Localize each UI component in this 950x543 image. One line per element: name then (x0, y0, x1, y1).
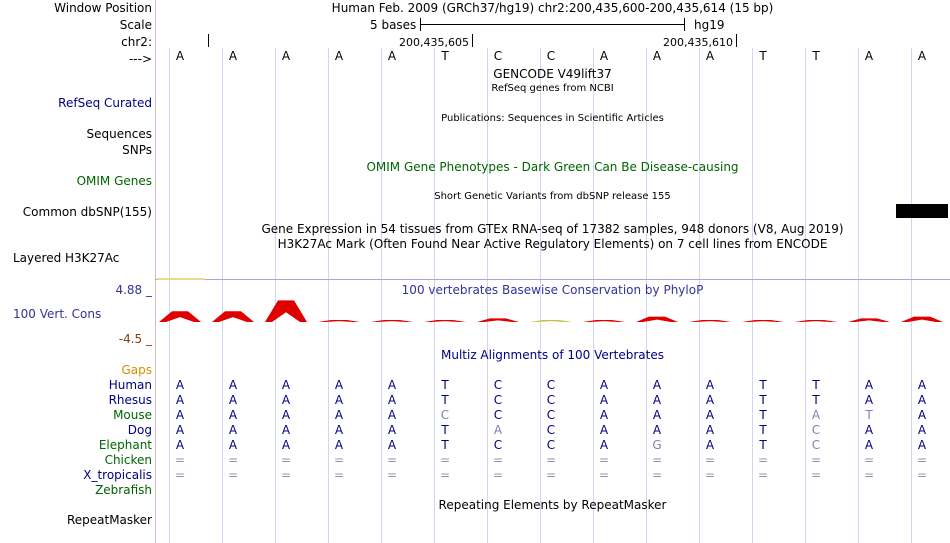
gtex-track-title[interactable]: Gene Expression in 54 tissues from GTEx RNA-seq of 17382 samples, 948 donors (V8, Aug 2019) (261, 222, 844, 236)
omim-genes-label[interactable]: OMIM Genes (76, 174, 152, 188)
alignment-base: A (228, 393, 238, 407)
multiz-track-title[interactable]: Multiz Alignments of 100 Vertebrates (440, 348, 665, 362)
alignment-base: A (175, 393, 185, 407)
alignment-base: A (652, 393, 662, 407)
alignment-base: A (917, 378, 927, 392)
ruler-pos-2: 200,435,610 (663, 36, 733, 49)
base-13: T (812, 49, 820, 63)
alignment-base: A (228, 423, 238, 437)
alignment-base: C (811, 423, 821, 437)
alignment-base: A (811, 408, 821, 422)
gencode-track-title[interactable]: GENCODE V49lift37 (493, 67, 612, 81)
alignment-base: T (759, 393, 767, 407)
alignment-base: = (386, 468, 398, 482)
species-label-human[interactable]: Human (108, 378, 152, 392)
alignment-base: T (441, 423, 449, 437)
alignment-base: A (228, 438, 238, 452)
base-6: T (441, 49, 449, 63)
alignment-base: A (599, 393, 609, 407)
alignment-base: A (917, 393, 927, 407)
common-dbsnp-label[interactable]: Common dbSNP(155) (22, 205, 152, 219)
alignment-base: A (175, 438, 185, 452)
base-10: A (652, 49, 662, 63)
species-label-elephant[interactable]: Elephant (98, 438, 152, 452)
alignment-base: = (439, 468, 451, 482)
alignment-base: C (546, 393, 556, 407)
alignment-base: = (757, 468, 769, 482)
alignment-base: = (916, 468, 928, 482)
alignment-base: = (863, 468, 875, 482)
refseq-track-title[interactable]: RefSeq genes from NCBI (491, 83, 614, 94)
strand-label[interactable]: ---> (128, 52, 152, 66)
scale-label: Scale (119, 18, 152, 32)
alignment-base: A (387, 393, 397, 407)
alignment-base: = (333, 468, 345, 482)
species-label-dog[interactable]: Dog (127, 423, 152, 437)
alignment-base: A (705, 393, 715, 407)
alignment-base: A (334, 408, 344, 422)
alignment-base: A (387, 408, 397, 422)
alignment-base: T (812, 393, 820, 407)
alignment-base: A (705, 438, 715, 452)
alignment-base: A (387, 438, 397, 452)
alignment-base: A (334, 393, 344, 407)
base-1: A (175, 49, 185, 63)
alignment-base: A (493, 423, 503, 437)
species-label-x_tropicalis[interactable]: X_tropicalis (83, 468, 152, 482)
alignment-base: C (546, 423, 556, 437)
alignment-base: G (652, 438, 662, 452)
alignment-base: T (865, 408, 873, 422)
alignment-base: A (599, 423, 609, 437)
alignment-base: C (440, 408, 450, 422)
species-label-mouse[interactable]: Mouse (113, 408, 152, 422)
base-11: A (705, 49, 715, 63)
alignment-base: A (864, 438, 874, 452)
alignment-base: C (546, 378, 556, 392)
alignment-base: A (705, 408, 715, 422)
alignment-base: A (599, 408, 609, 422)
alignment-base: C (546, 438, 556, 452)
alignment-base: C (493, 378, 503, 392)
alignment-base: A (281, 423, 291, 437)
chrom-label: chr2: (121, 35, 152, 49)
alignment-base: A (281, 438, 291, 452)
alignment-base: A (917, 408, 927, 422)
conservation-max-label: 4.88 _ (115, 283, 152, 297)
alignment-base: = (651, 468, 663, 482)
base-2: A (228, 49, 238, 63)
alignment-base: A (705, 423, 715, 437)
base-8: C (546, 49, 556, 63)
alignment-base: = (545, 468, 557, 482)
omim-track-title[interactable]: OMIM Gene Phenotypes - Dark Green Can Be Disease-causing (366, 160, 739, 174)
alignment-base: A (917, 438, 927, 452)
alignment-base: T (441, 393, 449, 407)
assembly-label: hg19 (694, 18, 725, 32)
alignment-base: = (227, 468, 239, 482)
species-label-rhesus[interactable]: Rhesus (108, 393, 152, 407)
vert-cons-label[interactable]: 100 Vert. Cons (13, 307, 102, 321)
alignment-base: A (334, 438, 344, 452)
alignment-base: T (812, 378, 820, 392)
base-14: A (864, 49, 874, 63)
snps-label[interactable]: SNPs (122, 143, 152, 157)
alignment-base: = (174, 468, 186, 482)
base-7: C (493, 49, 503, 63)
ruler-pos-1: 200,435,605 (399, 36, 469, 49)
alignment-base: T (759, 423, 767, 437)
alignment-base: A (334, 378, 344, 392)
alignment-base: A (387, 423, 397, 437)
alignment-base: = (227, 453, 239, 467)
alignment-base: A (705, 378, 715, 392)
alignment-base: C (493, 393, 503, 407)
alignment-base: C (493, 438, 503, 452)
dbsnp-track-title[interactable]: Short Genetic Variants from dbSNP release 155 (434, 191, 671, 202)
alignment-base: = (810, 453, 822, 467)
alignment-base: = (810, 468, 822, 482)
alignment-base: A (281, 408, 291, 422)
alignment-base: C (811, 438, 821, 452)
species-label-chicken[interactable]: Chicken (104, 453, 152, 467)
alignment-base: A (334, 423, 344, 437)
alignment-base: = (863, 453, 875, 467)
alignment-base: = (704, 453, 716, 467)
alignment-base: = (598, 468, 610, 482)
alignment-base: = (598, 453, 610, 467)
conservation-min-label: -4.5 _ (118, 332, 152, 346)
base-9: A (599, 49, 609, 63)
gaps-label[interactable]: Gaps (121, 363, 152, 377)
sequences-label[interactable]: Sequences (86, 127, 152, 141)
window-position-label: Window Position (54, 1, 152, 15)
base-12: T (759, 49, 767, 63)
base-3: A (281, 49, 291, 63)
alignment-base: = (492, 453, 504, 467)
publications-track-title[interactable]: Publications: Sequences in Scientific Articles (441, 113, 664, 124)
refseq-curated-label[interactable]: RefSeq Curated (58, 96, 152, 110)
alignment-base: A (864, 378, 874, 392)
alignment-base: A (599, 438, 609, 452)
alignment-base: A (387, 378, 397, 392)
alignment-base: A (864, 423, 874, 437)
base-5: A (387, 49, 397, 63)
layered-h3k27ac-label[interactable]: Layered H3K27Ac (13, 251, 120, 265)
alignment-base: A (175, 423, 185, 437)
alignment-base: A (175, 408, 185, 422)
base-4: A (334, 49, 344, 63)
scale-text: 5 bases (370, 18, 417, 32)
position-title: Human Feb. 2009 (GRCh37/hg19) chr2:200,435,600-200,435,614 (15 bp) (331, 1, 774, 15)
alignment-base: A (652, 423, 662, 437)
alignment-base: A (652, 378, 662, 392)
alignment-base: = (386, 453, 398, 467)
alignment-base: A (599, 378, 609, 392)
alignment-base: C (546, 408, 556, 422)
alignment-base: A (864, 393, 874, 407)
base-15: A (917, 49, 927, 63)
alignment-base: = (757, 453, 769, 467)
alignment-base: T (759, 378, 767, 392)
alignment-base: T (759, 408, 767, 422)
alignment-base: = (916, 453, 928, 467)
conservation-track-title[interactable]: 100 vertebrates Basewise Conservation by PhyloP (401, 283, 704, 297)
alignment-base: A (175, 378, 185, 392)
alignment-base: = (280, 468, 292, 482)
alignment-base: = (651, 453, 663, 467)
alignment-base: T (441, 438, 449, 452)
alignment-base: = (280, 453, 292, 467)
alignment-base: = (492, 468, 504, 482)
alignment-base: = (704, 468, 716, 482)
alignment-base: = (333, 453, 345, 467)
alignment-base: A (228, 408, 238, 422)
alignment-base: = (174, 453, 186, 467)
repeatmasker-label[interactable]: RepeatMasker (66, 513, 152, 527)
alignment-base: T (441, 378, 449, 392)
repeatmasker-track-title[interactable]: Repeating Elements by RepeatMasker (438, 498, 667, 512)
alignment-base: A (281, 378, 291, 392)
alignment-base: A (652, 408, 662, 422)
h3k27ac-track-title[interactable]: H3K27Ac Mark (Often Found Near Active Regulatory Elements) on 7 cell lines from ENCODE (277, 237, 828, 251)
alignment-base: T (759, 438, 767, 452)
alignment-base: C (493, 408, 503, 422)
alignment-base: A (281, 393, 291, 407)
alignment-base: = (545, 453, 557, 467)
alignment-base: A (917, 423, 927, 437)
alignment-base: A (228, 378, 238, 392)
alignment-base: = (439, 453, 451, 467)
species-label-zebrafish[interactable]: Zebrafish (95, 483, 152, 497)
